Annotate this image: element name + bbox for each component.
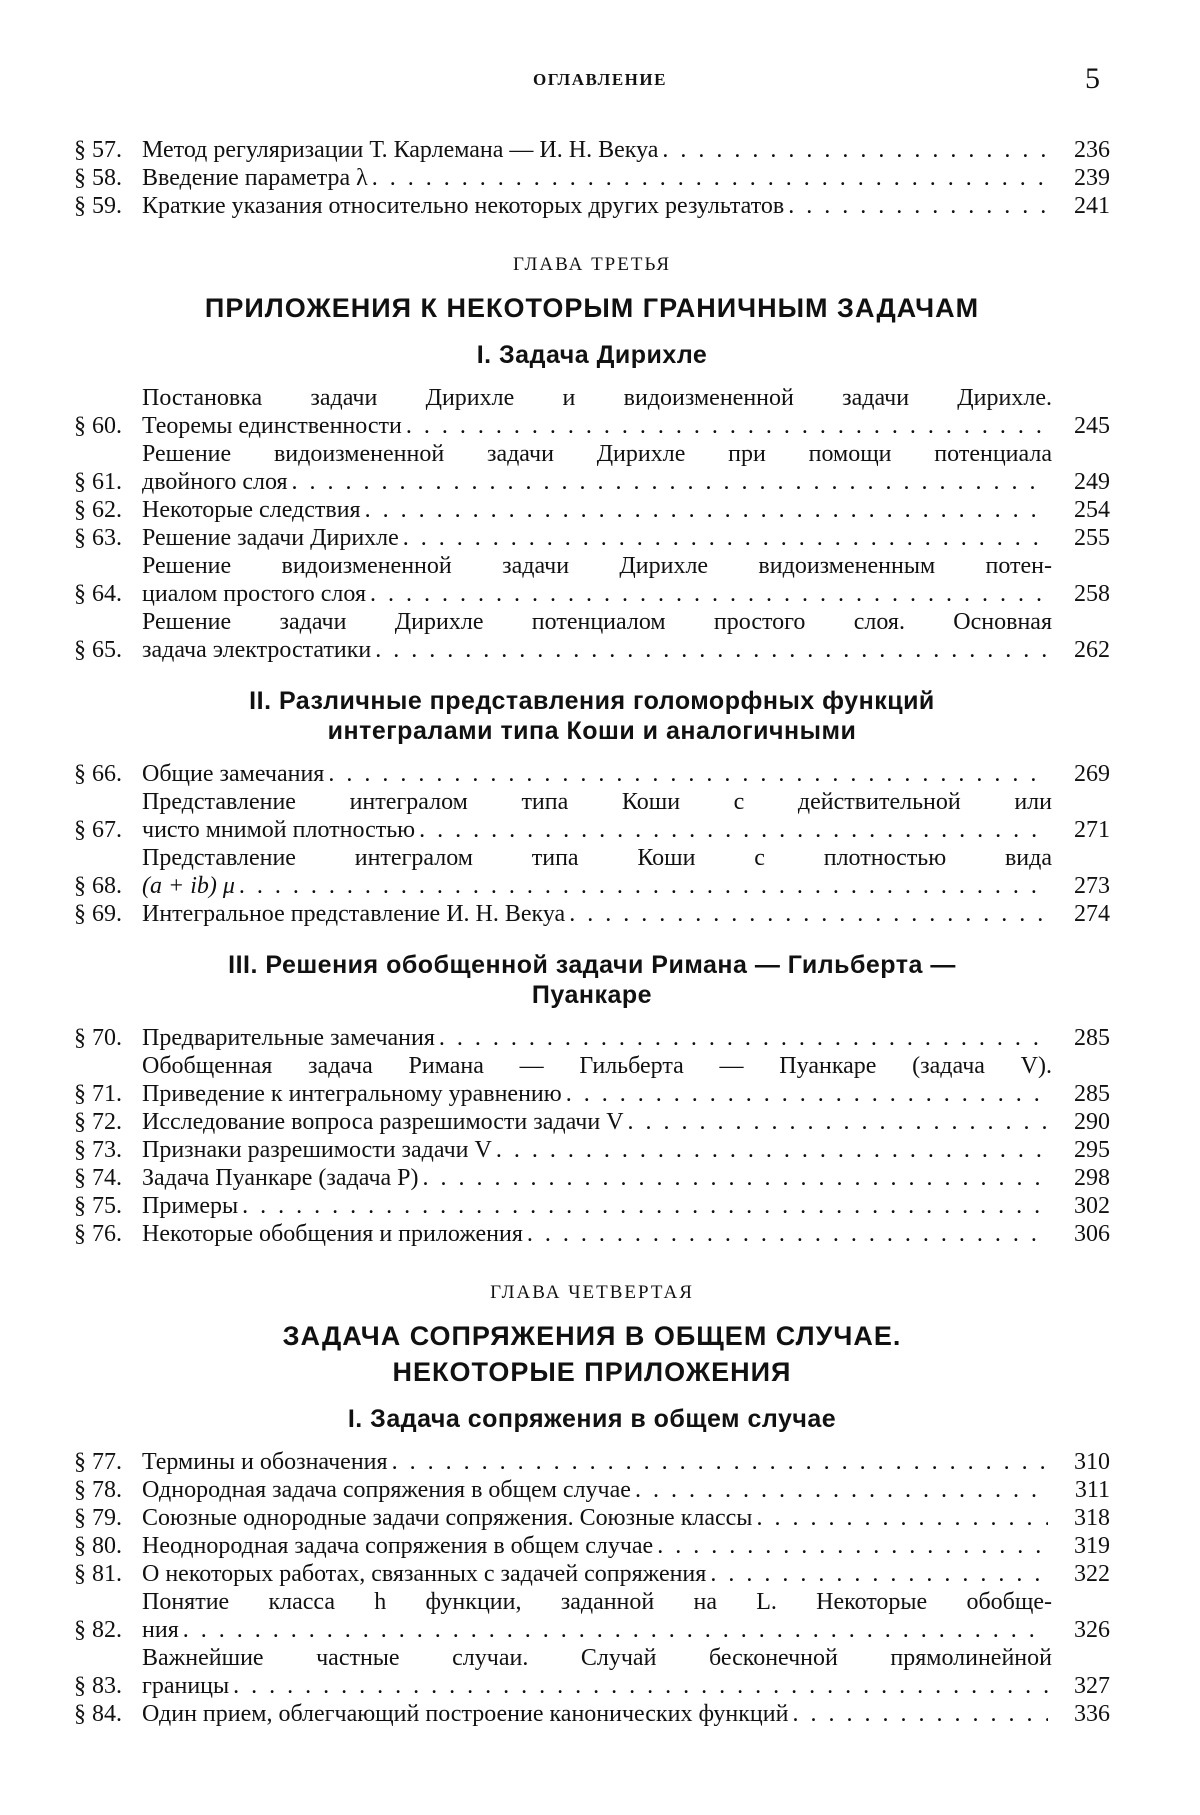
toc-entry-77[interactable]: [74, 1448, 1110, 1476]
entry-title: Однородная задача сопряжения в общем случае: [142, 1476, 631, 1504]
section-number: § 60.: [74, 412, 142, 440]
entry-title: Приведение к интегральному уравнению: [142, 1080, 562, 1108]
section-number: § 79.: [74, 1504, 142, 1532]
section-number: § 64.: [74, 580, 142, 608]
entry-page: 285: [1052, 1024, 1110, 1052]
entry-title-line1: Представление интегралом типа Коши с плотностью вида: [142, 844, 1052, 872]
chapter-title-line2: НЕКОТОРЫЕ ПРИЛОЖЕНИЯ: [74, 1354, 1110, 1390]
entry-title: Интегральное представление И. Н. Векуа: [142, 900, 565, 928]
entry-page: 254: [1052, 496, 1110, 524]
entry-page: 319: [1052, 1532, 1110, 1560]
section-number: § 84.: [74, 1700, 142, 1728]
section-number: § 57.: [74, 136, 142, 164]
entry-title-line1: Решение видоизмененной задачи Дирихле видоизмененным потен-: [142, 552, 1052, 580]
toc-entry-83[interactable]: [74, 1644, 1110, 1700]
entry-title-line1: Обобщенная задача Римана — Гильберта — Пуанкаре (задача V).: [142, 1052, 1052, 1080]
entry-title: Теоремы единственности: [142, 412, 402, 440]
page-number: 5: [1085, 62, 1100, 96]
entry-title: Метод регуляризации Т. Карлемана — И. Н. Векуа: [142, 136, 658, 164]
entry-page: 310: [1052, 1448, 1110, 1476]
entry-page: 269: [1052, 760, 1110, 788]
table-of-contents: [74, 136, 1110, 1728]
entry-title: Решение задачи Дирихле: [142, 524, 399, 552]
entry-title: Общие замечания: [142, 760, 324, 788]
chapter-label: ГЛАВА ЧЕТВЕРТАЯ: [74, 1282, 1110, 1304]
section-number: § 63.: [74, 524, 142, 552]
section-number: § 72.: [74, 1108, 142, 1136]
part-title-line2: интегралами типа Коши и аналогичными: [74, 716, 1110, 746]
entry-title: Предварительные замечания: [142, 1024, 435, 1052]
toc-entry-73[interactable]: [74, 1136, 1110, 1164]
entry-title-line1: Решение задачи Дирихле потенциалом простого слоя. Основная: [142, 608, 1052, 636]
part-title: I. Задача сопряжения в общем случае: [74, 1404, 1110, 1434]
toc-entry-71[interactable]: [74, 1052, 1110, 1108]
toc-entry-57[interactable]: [74, 136, 1110, 164]
entry-page: 318: [1052, 1504, 1110, 1532]
entry-title: Задача Пуанкаре (задача P): [142, 1164, 419, 1192]
toc-entry-78[interactable]: [74, 1476, 1110, 1504]
toc-entry-76[interactable]: [74, 1220, 1110, 1248]
section-number: § 66.: [74, 760, 142, 788]
section-number: § 69.: [74, 900, 142, 928]
entry-page: 326: [1052, 1616, 1110, 1644]
entry-page: 327: [1052, 1672, 1110, 1700]
entry-page: 255: [1052, 524, 1110, 552]
toc-entry-66[interactable]: [74, 760, 1110, 788]
entry-page: 274: [1052, 900, 1110, 928]
entry-title: Примеры: [142, 1192, 238, 1220]
part-title-line1: II. Различные представления голоморфных функций: [74, 686, 1110, 716]
part-title-line2: Пуанкаре: [74, 980, 1110, 1010]
toc-entry-72[interactable]: [74, 1108, 1110, 1136]
part-title: I. Задача Дирихле: [74, 340, 1110, 370]
section-number: § 61.: [74, 468, 142, 496]
entry-title: Неоднородная задача сопряжения в общем случае: [142, 1532, 653, 1560]
entry-title: Некоторые обобщения и приложения: [142, 1220, 523, 1248]
section-number: § 81.: [74, 1560, 142, 1588]
entry-page: 249: [1052, 468, 1110, 496]
entry-page: 236: [1052, 136, 1110, 164]
toc-entry-62[interactable]: [74, 496, 1110, 524]
running-title: ОГЛАВЛЕНИЕ: [0, 70, 1200, 90]
toc-entry-75[interactable]: [74, 1192, 1110, 1220]
entry-page: 239: [1052, 164, 1110, 192]
entry-page: 306: [1052, 1220, 1110, 1248]
section-number: § 68.: [74, 872, 142, 900]
toc-entry-68[interactable]: [74, 844, 1110, 900]
section-number: § 75.: [74, 1192, 142, 1220]
entry-title-line1: Важнейшие частные случаи. Случай бесконечной прямолинейной: [142, 1644, 1052, 1672]
entry-page: 262: [1052, 636, 1110, 664]
entry-page: 298: [1052, 1164, 1110, 1192]
entry-title: Исследование вопроса разрешимости задачи V: [142, 1108, 624, 1136]
entry-title: ния: [142, 1616, 179, 1644]
entry-title-line1: Решение видоизмененной задачи Дирихле при помощи потенциала: [142, 440, 1052, 468]
section-number: § 71.: [74, 1080, 142, 1108]
toc-entry-61[interactable]: [74, 440, 1110, 496]
entry-title: Один прием, облегчающий построение канонических функций: [142, 1700, 788, 1728]
toc-entry-82[interactable]: [74, 1588, 1110, 1644]
entry-title: Некоторые следствия: [142, 496, 361, 524]
entry-page: 322: [1052, 1560, 1110, 1588]
page-header: [0, 62, 1200, 102]
toc-entry-64[interactable]: [74, 552, 1110, 608]
section-number: § 65.: [74, 636, 142, 664]
chapter-title: ПРИЛОЖЕНИЯ К НЕКОТОРЫМ ГРАНИЧНЫМ ЗАДАЧАМ: [74, 290, 1110, 326]
entry-title: О некоторых работах, связанных с задачей сопряжения: [142, 1560, 706, 1588]
entry-title: Признаки разрешимости задачи V: [142, 1136, 492, 1164]
toc-entry-81[interactable]: [74, 1560, 1110, 1588]
toc-entry-63[interactable]: [74, 524, 1110, 552]
toc-entry-69[interactable]: [74, 900, 1110, 928]
entry-page: 241: [1052, 192, 1110, 220]
part-title-line1: III. Решения обобщенной задачи Римана — Гильберта —: [74, 950, 1110, 980]
toc-entry-74[interactable]: [74, 1164, 1110, 1192]
toc-entry-79[interactable]: [74, 1504, 1110, 1532]
entry-title: Союзные однородные задачи сопряжения. Союзные классы: [142, 1504, 752, 1532]
entry-page: 271: [1052, 816, 1110, 844]
entry-page: 245: [1052, 412, 1110, 440]
entry-page: 285: [1052, 1080, 1110, 1108]
toc-entry-58[interactable]: [74, 164, 1110, 192]
toc-entry-80[interactable]: [74, 1532, 1110, 1560]
toc-entry-70[interactable]: [74, 1024, 1110, 1052]
toc-entry-84[interactable]: [74, 1700, 1110, 1728]
section-number: § 70.: [74, 1024, 142, 1052]
entry-page: 258: [1052, 580, 1110, 608]
toc-entry-67[interactable]: [74, 788, 1110, 844]
entry-page: 273: [1052, 872, 1110, 900]
entry-page: 295: [1052, 1136, 1110, 1164]
entry-page: 302: [1052, 1192, 1110, 1220]
section-number: § 67.: [74, 816, 142, 844]
section-number: § 76.: [74, 1220, 142, 1248]
section-number: § 62.: [74, 496, 142, 524]
entry-page: 290: [1052, 1108, 1110, 1136]
entry-title-line1: Представление интегралом типа Коши с действительной или: [142, 788, 1052, 816]
entry-title: (a + ib) μ: [142, 872, 235, 900]
section-number: § 78.: [74, 1476, 142, 1504]
entry-title-line1: Постановка задачи Дирихле и видоизмененной задачи Дирихле.: [142, 384, 1052, 412]
entry-title: циалом простого слоя: [142, 580, 366, 608]
entry-title: Введение параметра λ: [142, 164, 368, 192]
section-number: § 83.: [74, 1672, 142, 1700]
chapter-title-line1: ЗАДАЧА СОПРЯЖЕНИЯ В ОБЩЕМ СЛУЧАЕ.: [74, 1318, 1110, 1354]
entry-title: двойного слоя: [142, 468, 288, 496]
section-number: § 74.: [74, 1164, 142, 1192]
section-number: § 82.: [74, 1616, 142, 1644]
toc-entry-59[interactable]: [74, 192, 1110, 220]
entry-title: Краткие указания относительно некоторых других результатов: [142, 192, 784, 220]
entry-title: границы: [142, 1672, 229, 1700]
section-number: § 59.: [74, 192, 142, 220]
section-number: § 80.: [74, 1532, 142, 1560]
entry-page: 311: [1052, 1476, 1110, 1504]
toc-entry-65[interactable]: [74, 608, 1110, 664]
section-number: § 58.: [74, 164, 142, 192]
section-number: § 73.: [74, 1136, 142, 1164]
entry-page: 336: [1052, 1700, 1110, 1728]
entry-title: чисто мнимой плотностью: [142, 816, 415, 844]
toc-entry-60[interactable]: [74, 384, 1110, 440]
entry-title: задача электростатики: [142, 636, 371, 664]
chapter-label: ГЛАВА ТРЕТЬЯ: [74, 254, 1110, 276]
section-number: § 77.: [74, 1448, 142, 1476]
entry-title-line1: Понятие класса h функции, заданной на L. Некоторые обобще-: [142, 1588, 1052, 1616]
entry-title: Термины и обозначения: [142, 1448, 388, 1476]
